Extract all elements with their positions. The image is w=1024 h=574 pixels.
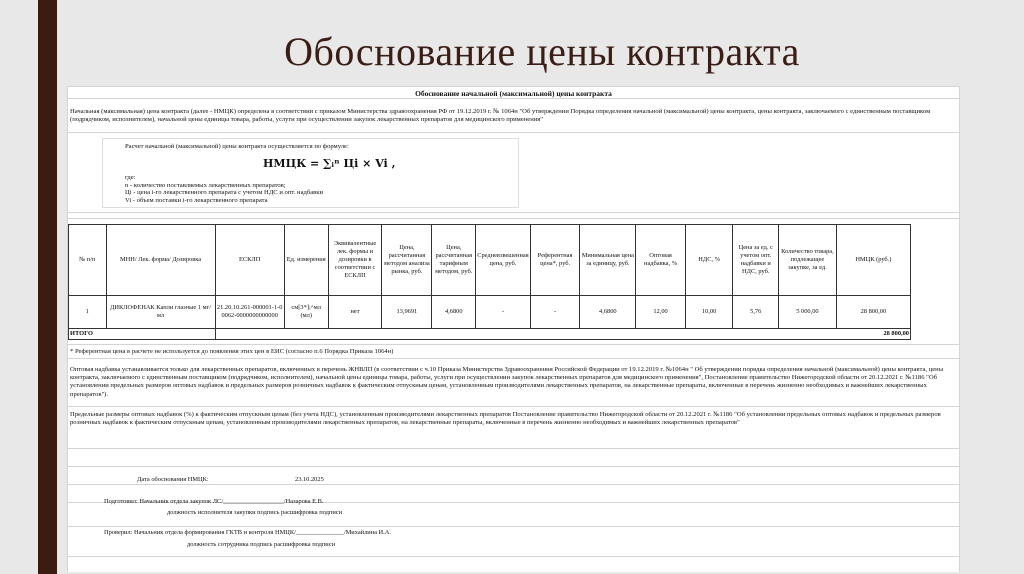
grid-line: [67, 556, 960, 557]
column-header: Референтная цена*, руб.: [530, 225, 580, 296]
grid-line: [67, 526, 960, 527]
column-header: Количество товара, подлежащее закупке, за ед.: [779, 225, 837, 296]
checked-by: Проверил: Начальник отдела формирования ГКТВ и контроля НМЦК/_______________/Михайлина И.А.: [104, 529, 391, 536]
table-cell: 13,9691: [382, 296, 432, 329]
formula-line: n - количество поставляемых лекарственных препаратов;: [125, 181, 286, 189]
grid-line: [67, 132, 960, 133]
accent-bar: [38, 0, 57, 574]
table-cell: 12,00: [636, 296, 686, 329]
total-label: ИТОГО: [69, 329, 216, 340]
column-header: Минимальная цена за единицу, руб.: [580, 225, 636, 296]
column-header: № п/п: [69, 225, 107, 296]
formula-where: где:: [125, 174, 136, 181]
formula-image: [102, 138, 519, 208]
spreadsheet-document: [67, 86, 960, 572]
table-cell: 4,6800: [580, 296, 636, 329]
grid-line: [67, 406, 960, 407]
column-header: ЕСКЛП: [215, 225, 284, 296]
date-label: Дата обоснования НМЦК:: [137, 476, 209, 483]
table-cell: 5 000,00: [779, 296, 837, 329]
table-total-row: [69, 329, 911, 340]
table-cell: -: [476, 296, 530, 329]
price-table: [68, 224, 911, 340]
document-title: Обоснование начальной (максимальной) цены контракта: [415, 89, 612, 98]
wholesale-markup-note: Оптовая надбавка устанавливается только для лекарственных препаратов, включенных в перечень ЖНВЛП (в соответствии с ч.10 Приказа Министерства Здравоохранения Российской Федерации от 19.12.2019 г. №1064н " Об утверждении порядка определения начальной (максимальной) цены контракта, цены контракта, заключаемого с единственным поставщиком (подрядчиком, исполнителем), начальной цены единицы товара, работы, услуги при осуществлении закупок лекарственных препаратов для медицинского применения", Постановление правительство Нижегородской области от 20.12.2021 г. №1186 "Об установлении предельных размеров оптовых надбавок и предельных размеров розничных надбавок к фактическим отпускным ценам, установленным производителями лекарственных препаратов, на лекарственные препараты, включенные в перечень жизненно необходимых и важнейших лекарственных препаратов").: [70, 366, 944, 398]
grid-line: [67, 212, 960, 213]
table-cell: -: [530, 296, 580, 329]
column-header: Цена за ед. с учетом опт. надбавки и НДС, руб.: [733, 225, 779, 296]
grid-line: [67, 218, 960, 219]
formula-legend: [125, 174, 323, 204]
table-row: [69, 296, 911, 329]
column-header: НМЦК (руб.): [836, 225, 910, 296]
total-value: 28 800,00: [215, 329, 910, 340]
slide-title: Обоснование цены контракта: [284, 29, 800, 74]
grid-line: [67, 448, 960, 449]
column-header: Цена, рассчитанная методом анализа рынка, руб.: [382, 225, 432, 296]
prepared-caption: должность исполнителя закупки подпись расшифровка подписи: [167, 509, 343, 516]
table-cell: 4,6800: [432, 296, 476, 329]
table-cell: 1: [69, 296, 107, 329]
formula-expression: НМЦК = ∑ᵢⁿ Цi × Vi ,: [263, 157, 396, 170]
table-cell: нет: [328, 296, 382, 329]
markup-limits-note: Предельные размеры оптовых надбавок (%) к фактическим отпускным ценам (без учета НДС), установленным производителями лекарственных препаратов Постановление правительство Нижегородской области от 20.12.2021 г. №1186 "Об установлении предельных оптовых надбавок и предельных размеров розничных надбавок к фактическим отпускным ценам, установленным производителями лекарственных препаратов, на лекарственные препараты, включенные в перечень жизненно необходимых и важнейших лекарственных препаратов": [70, 411, 941, 427]
grid-line: [959, 86, 960, 572]
column-header: МНН/ Лек. форма/ Дозировка: [106, 225, 215, 296]
date-value: 23.10.2025: [295, 476, 324, 483]
formula-line: Vi - объем поставки i-го лекарственного препарата: [125, 196, 268, 204]
table-cell: ДИКЛОФЕНАК Капли глазные 1 мг/мл: [106, 296, 215, 329]
grid-line: [67, 484, 960, 485]
table-cell: см[3*];^мл (мл): [284, 296, 328, 329]
grid-line: [67, 86, 960, 87]
table-header-row: [69, 225, 911, 296]
table-cell: 5,76: [733, 296, 779, 329]
column-header: Ед. измерения: [284, 225, 328, 296]
formula-line: Цi - цена i-го лекарственного препарата с учетом НДС и опт. надбавки: [125, 189, 323, 197]
column-header: Эквивалентные лек. формы и дозировки в соответствии с ЕСКЛП: [328, 225, 382, 296]
prepared-by: Подготовил: Начальник отдела закупок ЛС/___________________/Назарова Е.В.: [104, 498, 324, 505]
column-header: Средневзвешенная цена, руб.: [476, 225, 530, 296]
intro-paragraph: Начальная (максимальная) цена контракта (далее - НМЦК) определена в соответствии с приказом Министерства здравоохранения РФ от 19.12.2019 г. № 1064н "Об утверждении Порядка определения начальной (максимальной) цены контракта, цены контракта, заключаемого с единственным поставщиком (подрядчиком, исполнителем), начальной цены единицы товара, работы, услуги при осуществлении закупок лекарственных препаратов для медицинского применения": [70, 108, 931, 124]
grid-line: [67, 466, 960, 467]
reference-price-note: * Референтная цена в расчете не используется до появления этих цен в ЕИС (согласно п.6 Порядка Приказа 1064н): [70, 348, 394, 355]
table-cell: 28 800,00: [836, 296, 910, 329]
column-header: Цена, рассчитанная тарифным методом, руб.: [432, 225, 476, 296]
table-cell: 21.20.10.261-000001-1-00062-0000000000000: [215, 296, 284, 329]
grid-line: [67, 358, 960, 359]
grid-line: [67, 344, 960, 345]
table-cell: 10,00: [685, 296, 733, 329]
checked-caption: должность сотрудника подпись расшифровка подписи: [187, 541, 335, 548]
column-header: НДС, %: [685, 225, 733, 296]
formula-heading: Расчет начальной (максимальной) цены контракта осуществляется по формуле:: [125, 143, 349, 150]
column-header: Оптовая надбавка, %: [636, 225, 686, 296]
